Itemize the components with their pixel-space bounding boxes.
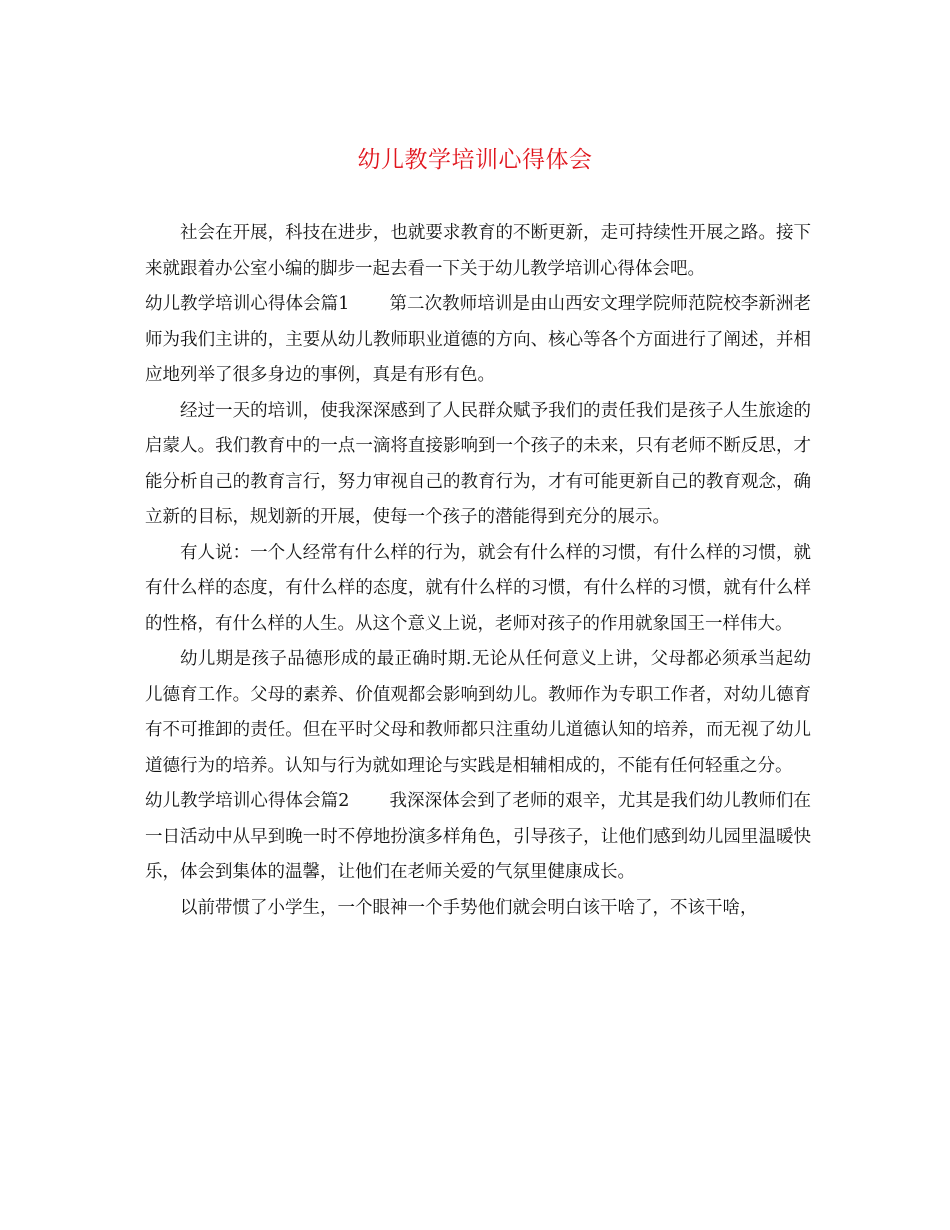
- section-1-paragraph-3: 有人说：一个人经常有什么样的行为，就会有什么样的习惯，有什么样的习惯，就有什么样的态度，有什么样的态度，就有什么样的习惯，有什么样的习惯，就有什么样的性格，有什么样的人生。从这个意义上说，老师对孩子的作用就象国王一样伟大。: [145, 542, 811, 634]
- document-body: [145, 216, 811, 926]
- section-2-heading: 幼儿教学培训心得体会篇2: [145, 791, 350, 811]
- intro-paragraph: 社会在开展，科技在进步，也就要求教育的不断更新，走可持续性开展之路。接下来就跟着办公室小编的脚步一起去看一下关于幼儿教学培训心得体会吧。: [145, 223, 811, 279]
- section-1-lead-text: 第二次教师培训是由山西安文理学院师范院校李新洲老师为我们主讲的，主要从幼儿教师职业道德的方向、核心等各个方面进行了阐述，并相应地列举了很多身边的事例，真是有形有色。: [145, 294, 811, 385]
- section-1-paragraph: [145, 287, 811, 394]
- section-2-paragraph-2: 以前带惯了小学生，一个眼神一个手势他们就会明白该干啥了，不该干啥，: [180, 897, 758, 918]
- section-1-paragraph-2: 经过一天的培训，使我深深感到了人民群众赋予我们的责任我们是孩子人生旅途的启蒙人。我们教育中的一点一滴将直接影响到一个孩子的未来，只有老师不断反思，才能分析自己的教育言行，努力审视自己的教育行为，才有可能更新自己的教育观念，确立新的目标，规划新的开展，使每一个孩子的潜能得到充分的展示。: [145, 400, 811, 527]
- section-1-heading: 幼儿教学培训心得体会篇1: [145, 294, 350, 314]
- section-2-lead-text: 我深深体会到了老师的艰辛，尤其是我们幼儿教师们在一日活动中从早到晚一时不停地扮演多样角色，引导孩子，让他们感到幼儿园里温暖快乐，体会到集体的温馨，让他们在老师关爱的气氛里健康成长。: [145, 791, 811, 882]
- section-2-paragraph: [145, 784, 811, 891]
- section-1-paragraph-4: 幼儿期是孩子品德形成的最正确时期.无论从任何意义上讲，父母都必须承当起幼儿德育工作。父母的素养、价值观都会影响到幼儿。教师作为专职工作者，对幼儿德育有不可推卸的责任。但在平时父母和教师都只注重幼儿道德认知的培养，而无视了幼儿道德行为的培养。认知与行为就如理论与实践是相辅相成的，不能有任何轻重之分。: [145, 649, 811, 776]
- document-title: 幼儿教学培训心得体会: [357, 147, 593, 173]
